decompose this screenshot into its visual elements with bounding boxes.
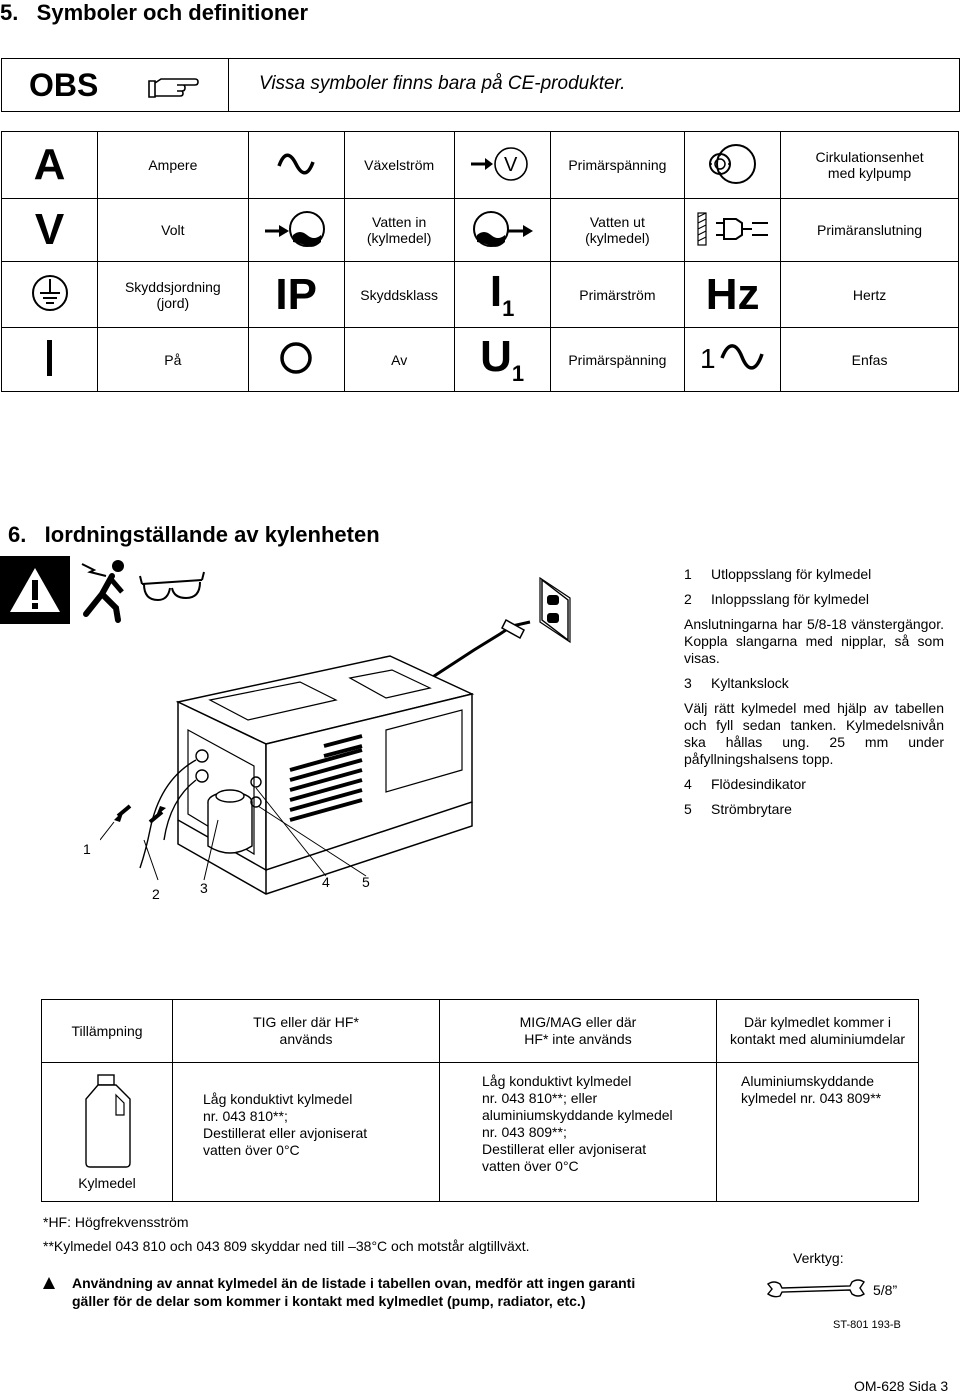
label-vatten-in: Vatten in (kylmedel): [344, 199, 454, 262]
header-mig: MIG/MAG eller där HF* inte används: [440, 1000, 717, 1063]
label-hertz: Hertz: [781, 262, 959, 328]
warning-triangle-icon: [42, 1276, 56, 1290]
header-aluminium: Där kylmedlet kommer i kontakt med aluminiumdelar: [717, 1000, 919, 1063]
label-pa: På: [98, 328, 249, 392]
page-footer: OM-628 Sida 3: [854, 1378, 949, 1394]
hazard-warning-icon: [0, 556, 70, 624]
coolant-cell: [42, 1063, 173, 1202]
symbol-volt: V: [2, 199, 98, 262]
water-in-icon: [248, 199, 344, 262]
callout-5: 5: [362, 874, 370, 890]
pointing-hand-icon: [147, 73, 199, 99]
mig-cell: Låg konduktivt kylmedel nr. 043 810**; eller aluminiumskyddande kylmedel nr. 043 809**; Destillerat eller avjoniserat vatten över 0°C: [440, 1063, 717, 1202]
label-cirkulation: Cirkulationsenhet med kylpump: [781, 132, 959, 199]
single-phase-icon: [685, 328, 781, 392]
label-vaxelstrom: Växelström: [344, 132, 454, 199]
primary-voltage-icon: [454, 132, 550, 199]
symbol-ampere: A: [2, 132, 98, 199]
callout-1: 1: [83, 841, 91, 857]
callout-4: 4: [322, 874, 330, 890]
footnote-coolant: **Kylmedel 043 810 och 043 809 skyddar ned till –38°C och motstår algtillväxt.: [43, 1238, 530, 1254]
label-enfas: Enfas: [781, 328, 959, 392]
ground-icon: [2, 262, 98, 328]
list-item: 1 Utloppsslang för kylmedel: [684, 566, 872, 582]
cooler-unit: [178, 656, 472, 894]
coolant-label: Kylmedel: [78, 1175, 136, 1191]
section5-title: 5. Symboler och definitioner: [0, 0, 309, 25]
header-tig: TIG eller där HF* används: [173, 1000, 440, 1063]
on-icon: [2, 328, 98, 392]
warranty-warning: Användning av annat kylmedel än de listade i tabellen ovan, medför att ingen garanti gäller för de delar som kommer i kontakt med kylmedlet (pump, radiator, etc.): [72, 1275, 636, 1309]
wall-outlet: [540, 578, 570, 642]
svg-text:1: 1: [699, 343, 716, 374]
tools-label: Verktyg:: [793, 1250, 844, 1266]
list-note: Anslutningarna har 5/8-18 vänstergängor. Koppla slangarna med nipplar, så som visas.: [684, 616, 944, 666]
label-primaranslutning: Primäranslutning: [781, 199, 959, 262]
label-ampere: Ampere: [98, 132, 249, 199]
coolant-jug-icon: [78, 1073, 136, 1169]
section6-title: 6. Iordningställande av kylenheten: [8, 522, 380, 547]
symbol-i1: I1: [454, 262, 550, 328]
list-item: 5 Strömbrytare: [684, 801, 792, 817]
cooler-illustration: [100, 570, 580, 900]
coolant-table: [41, 999, 919, 1202]
symbol-ip: IP: [248, 262, 344, 328]
label-skyddsklass: Skyddsklass: [344, 262, 454, 328]
obs-note: Vissa symboler finns bara på CE-produkter.: [259, 73, 626, 94]
label-primarspanning: Primärspänning: [550, 132, 684, 199]
aluminium-cell: Aluminiumskyddande kylmedel nr. 043 809**: [717, 1063, 919, 1202]
symbol-hz: Hz: [685, 262, 781, 328]
tools-size: 5/8”: [873, 1282, 898, 1298]
label-vatten-ut: Vatten ut (kylmedel): [550, 199, 684, 262]
tig-cell: Låg konduktivt kylmedel nr. 043 810**; Destillerat eller avjoniserat vatten över 0°C: [173, 1063, 440, 1202]
list-note: Välj rätt kylmedel med hjälp av tabellen och fyll sedan tanken. Kylmedelsnivån ska hållas ung. 25 mm under påfyllningshalsens topp.: [684, 700, 944, 767]
list-item: 2 Inloppsslang för kylmedel: [684, 591, 869, 607]
callout-3: 3: [200, 880, 208, 896]
plug-icon: [685, 199, 781, 262]
sine-wave-icon: [248, 132, 344, 199]
callout-2: 2: [152, 886, 160, 902]
symbol-u1: U1: [454, 328, 550, 392]
obs-box: [1, 58, 960, 112]
label-primarstrom: Primärström: [550, 262, 684, 328]
symbols-table: [1, 131, 959, 392]
label-volt: Volt: [98, 199, 249, 262]
footnote-hf: *HF: Högfrekvensström: [43, 1214, 189, 1230]
water-out-icon: [454, 199, 550, 262]
label-av: Av: [344, 328, 454, 392]
off-icon: [248, 328, 344, 392]
list-item: 3 Kyltankslock: [684, 675, 789, 691]
list-item: 4 Flödesindikator: [684, 776, 806, 792]
obs-label: OBS: [29, 67, 99, 103]
label-primarspanning-u1: Primärspänning: [550, 328, 684, 392]
svg-text:V: V: [504, 153, 518, 176]
label-skyddsjordning: Skyddsjordning (jord): [98, 262, 249, 328]
header-tillampning: Tillämpning: [42, 1000, 173, 1063]
setup-list: [684, 566, 944, 826]
drawing-ref: ST-801 193-B: [833, 1319, 901, 1331]
pump-icon: [685, 132, 781, 199]
wrench-icon: [764, 1278, 868, 1300]
